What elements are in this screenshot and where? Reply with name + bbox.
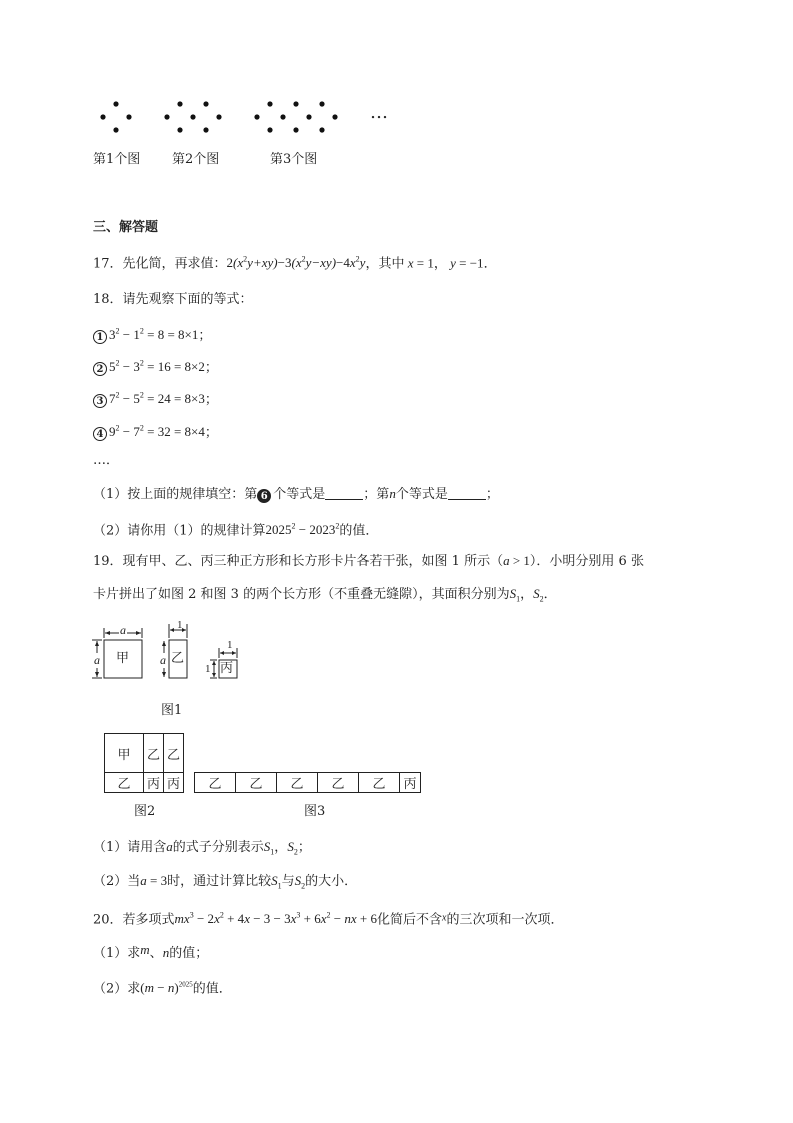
q20-line-1: 20．若多项式$mx^3 - 2x^2 + 4x - 3 - 3x^3 + 6x^2$ − nx + 6化简后不含$^x$的三次项和一次项．: [93, 911, 564, 928]
q18-equation-3: 3 $7^2 - 5^2 = 24 = 8\times 3$；: [93, 387, 218, 409]
fig2-card: 甲: [105, 734, 144, 773]
dot-pattern-figures: [90, 92, 410, 142]
dot-figure-3-caption: 第3个图: [270, 152, 318, 167]
question-17: [93, 251, 497, 273]
q17-end: ．: [483, 256, 497, 272]
q19-part-1: （1）请用含a的式子分别表示$S_1$，$S_2$；: [93, 839, 311, 857]
fig3-card: 乙: [318, 773, 359, 793]
fig2-card: 乙: [105, 773, 144, 793]
q17-suffix: ，其中: [365, 256, 405, 272]
circled-number: 1: [93, 330, 107, 344]
figure-2-layout: [104, 733, 184, 793]
fig1-dim-a-middle: a: [160, 653, 166, 667]
q17-expression: $2(x^2y+xy)-3(x^2y-xy)-4x^2y$: [226, 255, 366, 271]
fig3-card: 乙: [195, 773, 236, 793]
answer-blank[interactable]: [448, 487, 486, 500]
fig3-card: 乙: [359, 773, 400, 793]
dot-figure-ellipsis: …: [370, 102, 389, 123]
q19-line-1: 19．现有甲、乙、丙三种正方形和长方形卡片各若干张，如图 1 所示（a > 1）．小明分别用 6 张: [93, 553, 644, 569]
fig1-card-yi: 乙: [171, 651, 185, 666]
fig1-dim-1-left: 1: [205, 663, 211, 675]
circled-number-filled: 6: [257, 489, 271, 503]
fig2-card: 乙: [144, 734, 164, 773]
fig1-dim-1-right-top: 1: [227, 639, 233, 651]
q19-line-2: 卡片拼出了如图 2 和图 3 的两个长方形（不重叠无缝隙），其面积分别为$S_1$，$S_2$．: [93, 586, 557, 604]
q19-part-2: （2）当a = 3时，通过计算比较$S_1$与$S_2$的大小．: [93, 873, 358, 891]
dot-figure-2-caption: 第2个图: [172, 152, 220, 167]
q18-equation-1: 1 $3^2 - 1^2 = 8 = 8\times 1$；: [93, 323, 211, 345]
dot-figure-3: [254, 101, 337, 132]
q17-separator: ，: [433, 256, 447, 272]
fig1-dim-a-left: a: [94, 653, 100, 667]
dot-figure-2: [164, 101, 221, 132]
q18-equation-2: 2 $5^2 - 3^2 = 16 = 8\times 2$；: [93, 355, 218, 377]
q18-part-1: （1）按上面的规律填空：第 6 个等式是 ；第n个等式是 ；: [93, 486, 499, 502]
figure-3-layout: [194, 772, 421, 793]
fig2-card: 丙: [144, 773, 164, 793]
fig1-card-bing: 丙: [220, 661, 234, 676]
q18-equation-4: 4 $9^2 - 7^2 = 32 = 8\times 4$；: [93, 420, 218, 442]
circled-number: 2: [93, 362, 107, 376]
q18-ellipsis: …．: [93, 453, 120, 468]
fig3-card: 乙: [277, 773, 318, 793]
fig2-card: 丙: [164, 773, 184, 793]
fig1-dim-a-top: a: [120, 623, 126, 637]
circled-number: 4: [93, 427, 107, 441]
dot-figure-1-caption: 第1个图: [93, 152, 141, 167]
q18-part-2: （2）请你用（1）的规律计算$2025^2 - 2023^2$的值．: [93, 522, 379, 539]
fig1-dim-1-top: 1: [177, 619, 183, 631]
fig3-card: 乙: [236, 773, 277, 793]
q17-prefix: 17．先化简，再求值：: [93, 256, 227, 272]
section-heading: 三、解答题: [93, 220, 159, 235]
fig3-card: 丙: [400, 773, 421, 793]
q17-y-value: y = −1: [446, 255, 484, 271]
q17-x-value: x = 1: [404, 255, 434, 271]
figure-1-caption: 图1: [161, 703, 183, 718]
fig1-card-jia: 甲: [116, 651, 130, 666]
q20-part-2: （2）求$(m - n)^{2025}$的值．: [93, 980, 232, 997]
fig2-card: 乙: [164, 734, 184, 773]
figure-3-caption: 图3: [304, 804, 326, 819]
answer-blank[interactable]: [325, 487, 363, 500]
figure-2-caption: 图2: [134, 804, 156, 819]
q20-part-1: （1）求m、n的值；: [93, 942, 209, 961]
q18-intro: 18．请先观察下面的等式：: [93, 292, 253, 307]
circled-number: 3: [93, 394, 107, 408]
dot-figure-1: [100, 101, 131, 132]
